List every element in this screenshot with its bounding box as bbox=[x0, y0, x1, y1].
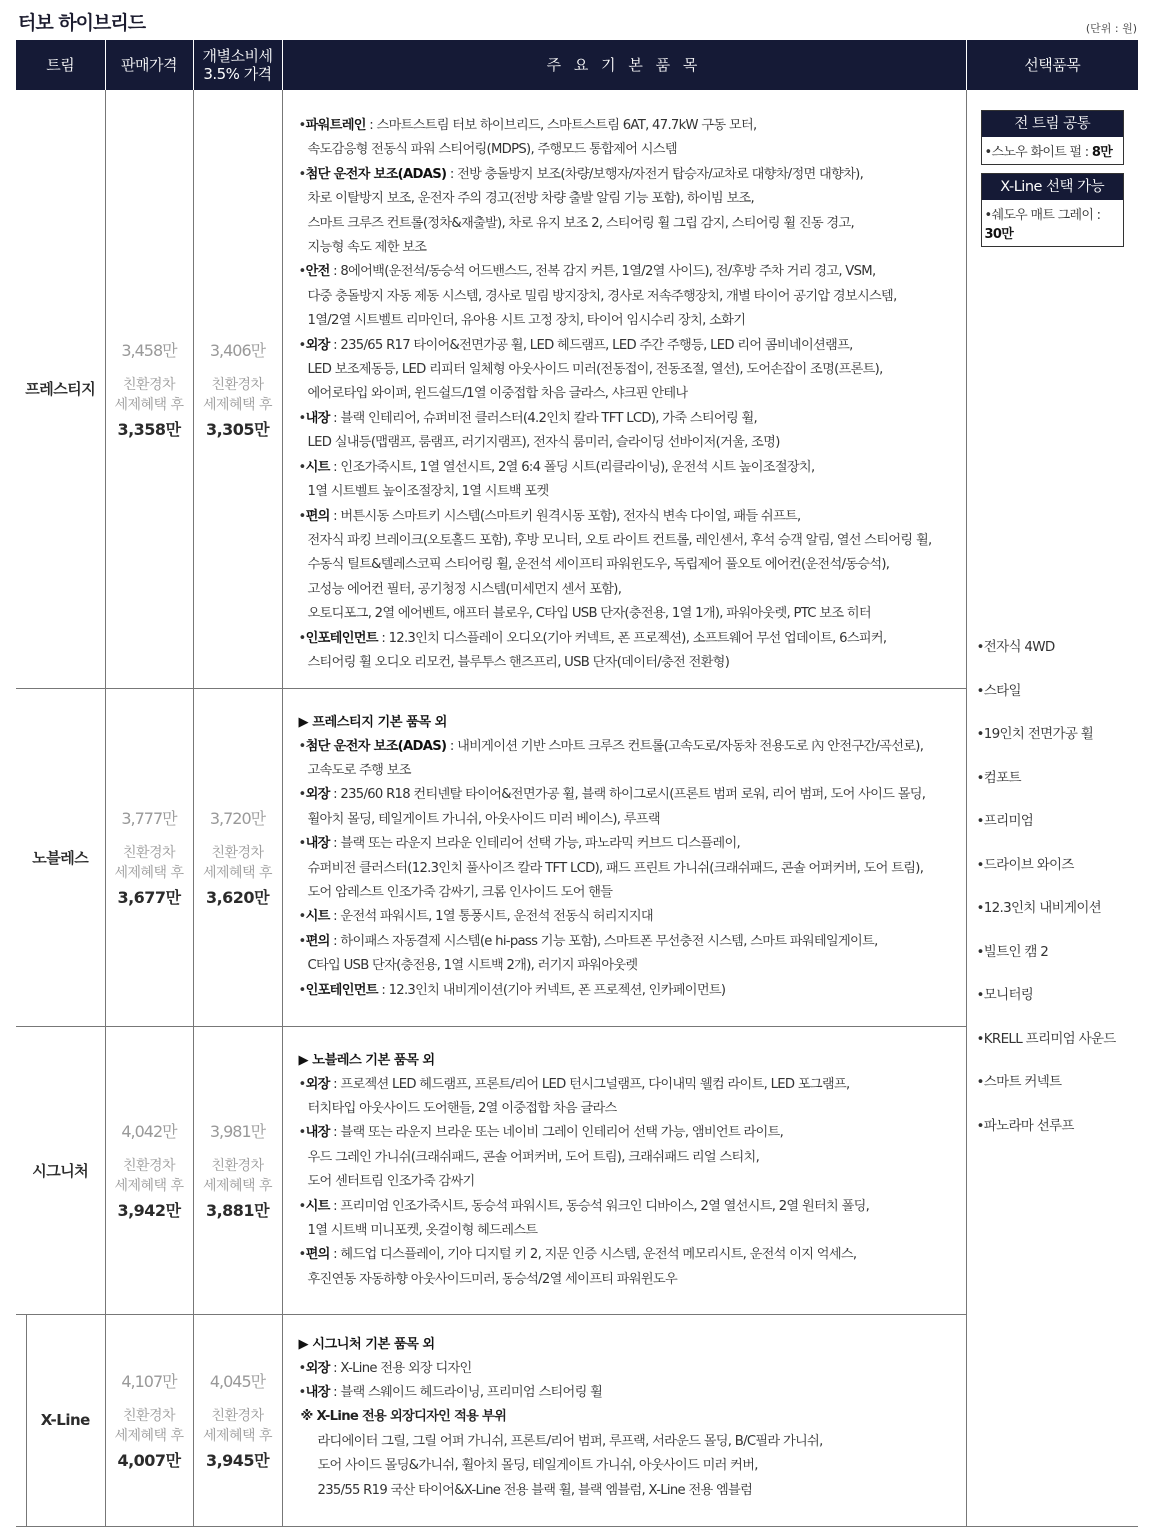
feature-line: •인포테인먼트 : 12.3인치 내비게이션(기아 커넥트, 폰 프로젝션, 인카페이먼트) bbox=[298, 982, 726, 998]
feature-item bbox=[299, 930, 966, 979]
header-basic: 주 요 기 본 품 목 bbox=[282, 40, 966, 90]
feature-line: •시트 : 프리미엄 인조가죽시트, 동승석 파워시트, 동승석 워크인 디바이스, 2열 열선시트, 2열 원터치 폴딩, bbox=[298, 1198, 870, 1214]
option-list-item: •스타일 bbox=[976, 682, 1021, 699]
feature-category: 인포테인먼트 bbox=[305, 982, 378, 998]
feature-item bbox=[299, 905, 966, 929]
feature-item bbox=[299, 1243, 966, 1292]
feature-line: •편의 : 하이패스 자동결제 시스템(e hi-pass 기능 포함), 스마트폰 무선충전 시스템, 스마트 파워테일게이트, bbox=[298, 933, 878, 949]
feature-category: 내장 bbox=[305, 1125, 330, 1141]
option-box-common bbox=[981, 110, 1125, 165]
feature-item bbox=[299, 163, 966, 261]
feature-item bbox=[299, 627, 966, 676]
feature-continuation: 도어 암레스트 인조가죽 감싸기, 크롬 인사이드 도어 핸들 bbox=[307, 884, 613, 900]
page-title: 터보 하이브리드 bbox=[18, 12, 146, 34]
feature-list bbox=[299, 1357, 966, 1406]
feature-continuation: 다중 충돌방지 자동 제동 시스템, 경사로 밀림 방지장치, 경사로 저속주행장치, 개별 타이어 공기압 경보시스템, bbox=[307, 288, 897, 304]
feature-line: •외장 : 235/65 R17 타이어&전면가공 휠, LED 헤드램프, LED 주간 주행등, LED 리어 콤비네이션램프, bbox=[298, 337, 853, 353]
feature-continuation: 스티어링 휠 오디오 리모컨, 블루투스 핸즈프리, USB 단자(데이터/충전 전환형) bbox=[307, 654, 730, 670]
option-list-item: •파노라마 선루프 bbox=[976, 1117, 1074, 1134]
feature-item bbox=[299, 979, 966, 1003]
trim-name: X-Line bbox=[16, 1314, 105, 1526]
option-list-item: •12.3인치 내비게이션 bbox=[976, 900, 1102, 916]
trim-name: 노블레스 bbox=[16, 688, 105, 1026]
feature-category: 시트 bbox=[305, 909, 330, 925]
features-cell bbox=[282, 90, 966, 688]
feature-item bbox=[299, 334, 966, 407]
option-list-item: •컴포트 bbox=[976, 769, 1021, 786]
feature-item bbox=[299, 1381, 966, 1405]
feature-line: •편의 : 버튼시동 스마트키 시스템(스마트키 원격시동 포함), 전자식 변속 다이얼, 패들 쉬프트, bbox=[298, 508, 801, 524]
features-cell bbox=[282, 1026, 966, 1314]
features-cell bbox=[282, 688, 966, 1026]
feature-category: 외장 bbox=[305, 1360, 330, 1376]
feature-continuation: 휠아치 몰딩, 테일게이트 가니쉬, 아웃사이드 미러 베이스), 루프랙 bbox=[307, 811, 660, 827]
xline-note-line: 라디에이터 그릴, 그릴 어퍼 가니쉬, 프론트/리어 범퍼, 루프랙, 서라운드 몰딩, B/C필라 가니쉬, bbox=[317, 1433, 823, 1449]
feature-category: 내장 bbox=[305, 410, 330, 426]
feature-line: •첨단 운전자 보조(ADAS) : 내비게이션 기반 스마트 크루즈 컨트롤(고속도로/자동차 전용도로 內 안전구간/곡선로), bbox=[298, 738, 924, 754]
feature-category: 내장 bbox=[305, 1384, 330, 1400]
price-table bbox=[16, 40, 1138, 1527]
price-cell: 3,777만 친환경차 세제혜택 후 3,677만 bbox=[105, 688, 193, 1026]
feature-line: •내장 : 블랙 인테리어, 슈퍼비전 클러스터(4.2인치 칼라 TFT LCD), 가죽 스티어링 휠, bbox=[298, 410, 758, 426]
option-list-item: •KRELL 프리미엄 사운드 bbox=[976, 1030, 1116, 1047]
feature-category: 외장 bbox=[305, 787, 330, 803]
header-options: 선택품목 bbox=[966, 40, 1138, 90]
price-cell: 4,042만 친환경차 세제혜택 후 3,942만 bbox=[105, 1026, 193, 1314]
option-list-item: •드라이브 와이즈 bbox=[976, 856, 1074, 873]
feature-category: 인포테인먼트 bbox=[305, 630, 378, 646]
feature-continuation: C타입 USB 단자(충전용, 1열 시트백 2개), 러기지 파워아웃렛 bbox=[307, 958, 638, 974]
header-tax-price: 개별소비세 3.5% 가격 bbox=[193, 40, 282, 90]
feature-line: •내장 : 블랙 또는 라운지 브라운 인테리어 선택 가능, 파노라믹 커브드 디스플레이, bbox=[298, 836, 740, 852]
option-box-head: X-Line 선택 가능 bbox=[982, 174, 1124, 200]
feature-item bbox=[299, 260, 966, 333]
feature-category: 내장 bbox=[305, 836, 330, 852]
price-cell: 3,458만 친환경차 세제혜택 후 3,358만 bbox=[105, 90, 193, 688]
row-prestige bbox=[16, 90, 1138, 688]
feature-category: 첨단 운전자 보조(ADAS) bbox=[305, 738, 447, 754]
feature-list bbox=[299, 735, 966, 1003]
xline-note-line: 235/55 R19 국산 타이어&X-Line 전용 블랙 휠, 블랙 엠블럼, X-Line 전용 엠블럼 bbox=[317, 1482, 753, 1498]
options-cell bbox=[966, 90, 1138, 1526]
option-box-head: 전 트림 공통 bbox=[982, 111, 1124, 137]
feature-category: 편의 bbox=[305, 1247, 330, 1263]
feature-line: •내장 : 블랙 또는 라운지 브라운 또는 네이비 그레이 인테리어 선택 가능, 앰비언트 라이트, bbox=[298, 1125, 784, 1141]
feature-continuation: 지능형 속도 제한 보조 bbox=[307, 240, 427, 256]
feature-list bbox=[299, 114, 966, 675]
feature-category: 시트 bbox=[305, 1198, 330, 1214]
feature-continuation: 1열 시트벨트 높이조절장치, 1열 시트백 포켓 bbox=[307, 484, 549, 500]
feature-continuation: 스마트 크루즈 컨트롤(정차&재출발), 차로 유지 보조 2, 스티어링 휠 그립 감지, 스티어링 휠 진동 경고, bbox=[307, 215, 855, 231]
xline-note-line: 도어 사이드 몰딩&가니쉬, 휠아치 몰딩, 테일게이트 가니쉬, 아웃사이드 미러 커버, bbox=[317, 1458, 758, 1474]
feature-line: •외장 : X-Line 전용 외장 디자인 bbox=[298, 1360, 472, 1376]
price-tax-cell: 4,045만 친환경차 세제혜택 후 3,945만 bbox=[193, 1314, 282, 1526]
feature-category: 외장 bbox=[305, 1076, 330, 1092]
feature-item bbox=[299, 1357, 966, 1381]
feature-category: 안전 bbox=[305, 264, 330, 280]
feature-item bbox=[299, 1121, 966, 1194]
section-header: ▶ 프레스티지 기본 품목 외 bbox=[298, 714, 447, 730]
feature-line: •내장 : 블랙 스웨이드 헤드라이닝, 프리미엄 스티어링 휠 bbox=[298, 1384, 603, 1400]
feature-line: •첨단 운전자 보조(ADAS) : 전방 충돌방지 보조(차량/보행자/자전거 탑승자/교차로 대향차/정면 대향차), bbox=[298, 166, 864, 182]
header-trim: 트림 bbox=[16, 40, 105, 90]
option-item: •쉐도우 매트 그레이 : 30만 bbox=[984, 208, 1101, 242]
feature-continuation: 후진연동 자동하향 아웃사이드미러, 동승석/2열 세이프티 파워윈도우 bbox=[307, 1271, 677, 1287]
feature-continuation: 전자식 파킹 브레이크(오토홀드 포함), 후방 모니터, 오토 라이트 컨트롤, 레인센서, 후석 승객 알림, 열선 스티어링 휠, bbox=[307, 532, 932, 548]
feature-line: •시트 : 운전석 파워시트, 1열 통풍시트, 운전석 전동식 허리지지대 bbox=[298, 909, 653, 925]
feature-item bbox=[299, 735, 966, 784]
feature-line: •파워트레인 : 스마트스트림 터보 하이브리드, 스마트스트림 6AT, 47.7kW 구동 모터, bbox=[298, 118, 757, 133]
feature-item bbox=[299, 1073, 966, 1122]
feature-continuation: 우드 그레인 가니쉬(크래쉬패드, 콘솔 어퍼커버, 도어 트림), 크래쉬패드 리얼 스티치, bbox=[307, 1149, 760, 1165]
feature-continuation: 1열/2열 시트벨트 리마인더, 유아용 시트 고정 장치, 타이어 임시수리 장치, 소화기 bbox=[307, 313, 746, 329]
feature-category: 파워트레인 bbox=[305, 118, 366, 133]
price-tax-cell: 3,981만 친환경차 세제혜택 후 3,881만 bbox=[193, 1026, 282, 1314]
feature-continuation: 수동식 틸트&텔레스코픽 스티어링 휠, 운전석 세이프티 파워윈도우, 독립제어 풀오토 에어컨(운전석/동승석), bbox=[307, 557, 890, 573]
option-item: •스노우 화이트 펄 : 8만 bbox=[984, 145, 1113, 160]
option-list-item: •모니터링 bbox=[976, 987, 1034, 1003]
feature-line: •편의 : 헤드업 디스플레이, 기아 디지털 키 2, 지문 인증 시스템, 운전석 메모리시트, 운전석 이지 억세스, bbox=[298, 1247, 857, 1263]
feature-list bbox=[299, 1073, 966, 1293]
unit-label: (단위 : 원) bbox=[1085, 22, 1137, 35]
xline-note-head: ※ X-Line 전용 외장디자인 적용 부위 bbox=[300, 1409, 507, 1425]
feature-line: •안전 : 8에어백(운전석/동승석 어드밴스드, 전복 감지 커튼, 1열/2열 사이드), 전/후방 주차 거리 경고, VSM, bbox=[298, 264, 876, 280]
feature-category: 외장 bbox=[305, 337, 330, 353]
feature-line: •시트 : 인조가죽시트, 1열 열선시트, 2열 6:4 폴딩 시트(리클라이닝), 운전석 시트 높이조절장치, bbox=[298, 459, 815, 475]
feature-continuation: 도어 센터트림 인조가죽 감싸기 bbox=[307, 1174, 475, 1190]
option-box-xline bbox=[981, 173, 1125, 247]
price-cell: 4,107만 친환경차 세제혜택 후 4,007만 bbox=[105, 1314, 193, 1526]
feature-continuation: 고속도로 주행 보조 bbox=[307, 762, 411, 778]
trim-name: 프레스티지 bbox=[16, 90, 105, 688]
xline-top-border bbox=[26, 1314, 282, 1315]
feature-continuation: 1열 시트백 미니포켓, 옷걸이형 헤드레스트 bbox=[307, 1222, 538, 1238]
option-list-item: •전자식 4WD bbox=[976, 639, 1055, 655]
features-cell bbox=[282, 1314, 966, 1526]
feature-item bbox=[299, 505, 966, 627]
trim-name: 시그니처 bbox=[16, 1026, 105, 1314]
feature-item bbox=[299, 783, 966, 832]
feature-continuation: 속도감응형 전동식 파워 스티어링(MDPS), 주행모드 통합제어 시스템 bbox=[307, 142, 677, 158]
feature-item bbox=[299, 407, 966, 456]
feature-category: 첨단 운전자 보조(ADAS) bbox=[305, 166, 447, 182]
feature-category: 편의 bbox=[305, 933, 330, 949]
feature-category: 시트 bbox=[305, 459, 330, 475]
feature-line: •외장 : 프로젝션 LED 헤드램프, 프론트/리어 LED 턴시그널램프, 다이내믹 웰컴 라이트, LED 포그램프, bbox=[298, 1076, 850, 1092]
feature-line: •외장 : 235/60 R18 컨티넨탈 타이어&전면가공 휠, 블랙 하이그로시(프론트 범퍼 로워, 리어 범퍼, 도어 사이드 몰딩, bbox=[298, 787, 926, 803]
feature-continuation: 에어로타입 와이퍼, 윈드쉴드/1열 이중접합 차음 글라스, 샤크핀 안테나 bbox=[307, 386, 688, 402]
feature-continuation: 슈퍼비전 클러스터(12.3인치 풀사이즈 칼라 TFT LCD), 패드 프린트 가니쉬(크래쉬패드, 콘솔 어퍼커버, 도어 트림), bbox=[307, 860, 924, 876]
feature-item bbox=[299, 456, 966, 505]
option-list-item: •프리미엄 bbox=[976, 813, 1034, 829]
option-list-item: •빌트인 캠 2 bbox=[976, 943, 1049, 960]
section-header: ▶ 노블레스 기본 품목 외 bbox=[298, 1052, 435, 1068]
option-list-item: •스마트 커넥트 bbox=[976, 1074, 1062, 1090]
xline-left-border bbox=[26, 1314, 27, 1526]
feature-item bbox=[299, 1195, 966, 1244]
feature-continuation: 차로 이탈방지 보조, 운전자 주의 경고(전방 차량 출발 알림 기능 포함), 하이빔 보조, bbox=[307, 191, 755, 207]
feature-continuation: 터치타입 아웃사이드 도어핸들, 2열 이중접합 차음 글라스 bbox=[307, 1100, 617, 1116]
feature-item bbox=[299, 832, 966, 905]
feature-continuation: LED 실내등(맵램프, 룸램프, 러기지램프), 전자식 룸미러, 슬라이딩 선바이저(거울, 조명) bbox=[307, 435, 780, 451]
feature-item bbox=[299, 114, 966, 163]
feature-category: 편의 bbox=[305, 508, 330, 524]
section-header: ▶ 시그니처 기본 품목 외 bbox=[298, 1336, 435, 1352]
option-list bbox=[977, 635, 1116, 1157]
feature-continuation: 오토디포그, 2열 에어벤트, 애프터 블로우, C타입 USB 단자(충전용, 1열 1개), 파워아웃렛, PTC 보조 히터 bbox=[307, 606, 871, 622]
feature-continuation: LED 보조제동등, LED 리피터 일체형 아웃사이드 미러(전동접이, 전동조절, 열선), 도어손잡이 조명(프론트), bbox=[307, 362, 883, 378]
feature-continuation: 고성능 에어컨 필터, 공기청정 시스템(미세먼지 센서 포함), bbox=[307, 581, 622, 597]
option-list-item: •19인치 전면가공 휠 bbox=[976, 726, 1094, 742]
feature-line: •인포테인먼트 : 12.3인치 디스플레이 오디오(기아 커넥트, 폰 프로젝션), 소프트웨어 무선 업데이트, 6스피커, bbox=[298, 630, 887, 646]
price-tax-cell: 3,406만 친환경차 세제혜택 후 3,305만 bbox=[193, 90, 282, 688]
price-tax-cell: 3,720만 친환경차 세제혜택 후 3,620만 bbox=[193, 688, 282, 1026]
header-price: 판매가격 bbox=[105, 40, 193, 90]
